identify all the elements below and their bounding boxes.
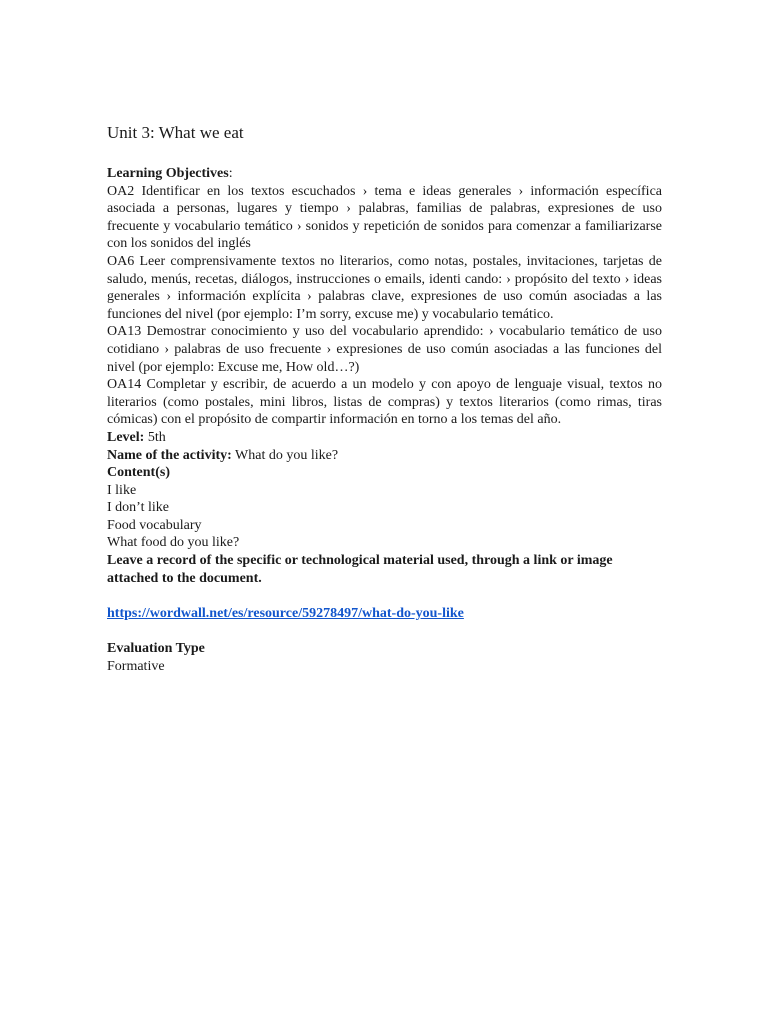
spacer [107,587,662,605]
learning-objectives-label: Learning Objectives [107,166,229,181]
activity-label: Name of the activity: [107,447,232,463]
learning-objectives-colon: : [228,166,233,181]
resource-link-line [107,605,662,623]
contents-heading: Content(s) [107,465,170,481]
content-item: Food vocabulary [107,517,202,533]
evaluation-heading: Evaluation Type [107,641,205,657]
record-instruction: Leave a record of the specific or technological material used, through a link or image attached to the document. [107,553,613,586]
level-value: 5th [147,429,166,445]
objective-oa14: OA14 Completar y escribir, de acuerdo a un modelo y con apoyo de lenguaje visual, textos no literarios (como postales, mini libros, listas de compras) y textos literarios (como rimas, tiras cómicas) con el propósito de compartir información en torno a los temas del año. [107,377,662,428]
content-item: What food do you like? [107,535,240,551]
document-page [107,122,662,675]
spacer [107,622,662,640]
level-line [107,429,662,447]
resource-link[interactable]: https://wordwall.net/es/resource/59278497/what-do-you-like [107,605,464,621]
activity-value: What do you like? [235,447,339,463]
objective-oa13: OA13 Demostrar conocimiento y uso del vocabulario aprendido: › vocabulario temático de uso cotidiano › palabras de uso frecuente › expresiones de uso común asociadas a las funciones del nivel (por ejemplo: Excuse me, How old…?) [107,324,662,375]
content-item: I like [107,482,137,498]
learning-objectives-heading [107,165,662,183]
objective-oa2: OA2 Identificar en los textos escuchados › tema e ideas generales › información específica asociada a personas, lugares y tiempo › palabras, familias de palabras, expresiones de uso frecuente y vocabulario temático › sonidos y repetición de sonidos para comenzar a familiarizarse con los sonidos del inglés [107,183,662,252]
content-item: I don’t like [107,500,169,516]
unit-title: Unit 3: What we eat [107,123,244,142]
level-label: Level: [107,429,145,445]
activity-line [107,447,662,465]
objective-oa6: OA6 Leer comprensivamente textos no literarios, como notas, postales, invitaciones, tarjetas de saludo, menús, recetas, diálogos, instrucciones o emails, identi cando: › propósito del texto › ideas generales › información explícita › palabras clave, expresiones de uso común asociadas a las funciones del nivel (por ejemplo: I’m sorry, excuse me) y vocabulario temático. [107,253,662,322]
evaluation-value: Formative [107,658,165,674]
